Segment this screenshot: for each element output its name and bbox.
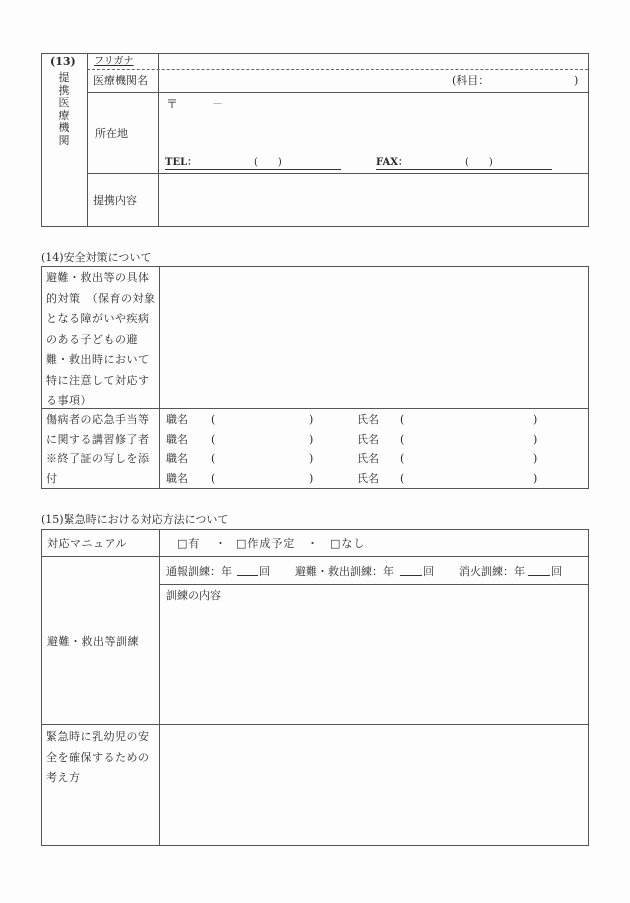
job-title-close-paren: ) — [309, 433, 314, 446]
job-title-input[interactable] — [218, 450, 306, 466]
fire-drill-unit: 回 — [551, 565, 562, 578]
tel-paren: ( ) — [254, 157, 282, 168]
partnership-content-input[interactable] — [160, 175, 587, 225]
manual-option-none[interactable]: □なし — [330, 537, 366, 550]
person-name-close-paren: ) — [533, 452, 538, 465]
person-name-label: 氏名 — [357, 413, 379, 426]
job-title-close-paren: ) — [309, 413, 314, 426]
postal-dash: － — [212, 97, 223, 110]
fire-drill-count-input[interactable] — [528, 565, 550, 576]
job-title-open-paren: ( — [211, 452, 216, 465]
section13-number: (13) — [50, 55, 76, 68]
person-name-label: 氏名 — [357, 452, 379, 465]
subject-label: (科目： — [452, 74, 490, 87]
furigana-divider — [87, 69, 588, 70]
section15-row-divider-2 — [41, 724, 589, 725]
partnership-content-label: 提携内容 — [93, 194, 137, 207]
child-safety-input[interactable] — [161, 726, 587, 844]
job-title-close-paren: ) — [309, 472, 314, 485]
person-name-open-paren: ( — [400, 413, 405, 426]
person-name-input[interactable] — [407, 431, 527, 447]
person-name-close-paren: ) — [533, 472, 538, 485]
evacuation-measures-input[interactable] — [161, 268, 587, 406]
manual-option-planned[interactable]: □作成予定 — [236, 537, 296, 550]
evacuation-drill-count-input[interactable] — [400, 565, 422, 576]
tel-underline — [165, 169, 341, 170]
drill-content-input[interactable] — [161, 603, 587, 722]
manual-option-yes[interactable]: □有 — [177, 537, 201, 550]
subject-close-paren: ) — [574, 74, 579, 87]
person-name-close-paren: ) — [533, 413, 538, 426]
fax-paren: ( ) — [465, 157, 493, 168]
fax-underline — [376, 169, 552, 170]
evacuation-drill-count-label: 避難・救出訓練：年 — [295, 565, 394, 578]
tel-label: TEL： — [165, 157, 198, 168]
job-title-open-paren: ( — [211, 413, 216, 426]
job-title-label: 職名 — [166, 452, 188, 465]
address-input[interactable] — [160, 112, 587, 152]
person-name-open-paren: ( — [400, 472, 405, 485]
fax-label: FAX： — [376, 157, 409, 168]
person-name-open-paren: ( — [400, 433, 405, 446]
subject-input[interactable] — [495, 71, 570, 91]
section13-title: 提携医療機関 — [58, 71, 70, 147]
medical-institution-name-label: 医療機関名 — [93, 74, 148, 87]
drill-content-label: 訓練の内容 — [166, 589, 221, 602]
job-title-label: 職名 — [166, 413, 188, 426]
report-drill-unit: 回 — [259, 565, 270, 578]
section13-col-divider-1 — [87, 53, 88, 227]
manual-separator: ・ — [307, 537, 318, 550]
address-label: 所在地 — [95, 127, 128, 140]
section15-col-divider — [159, 529, 160, 846]
job-title-input[interactable] — [218, 431, 306, 447]
person-name-input[interactable] — [407, 470, 527, 486]
job-title-close-paren: ) — [309, 452, 314, 465]
section13-col-divider-2 — [158, 53, 159, 227]
medical-institution-name-input[interactable] — [160, 71, 450, 91]
section15-row-divider-1 — [41, 556, 589, 557]
person-name-open-paren: ( — [400, 452, 405, 465]
job-title-input[interactable] — [218, 470, 306, 486]
child-safety-label: 緊急時に乳幼児の安全を確保するための考え方 — [46, 730, 150, 784]
section15-heading: (15)緊急時における対応方法について — [41, 513, 229, 526]
fire-drill-label: 消火訓練：年 — [459, 565, 525, 578]
section13-row-divider-2 — [87, 173, 588, 174]
postal-code-input[interactable] — [180, 95, 260, 109]
furigana-input[interactable] — [160, 54, 587, 68]
job-title-open-paren: ( — [211, 472, 216, 485]
evacuation-drill-label: 避難・救出等訓練 — [47, 635, 139, 648]
person-name-label: 氏名 — [357, 433, 379, 446]
section14-heading: (14)安全対策について — [41, 251, 152, 264]
report-drill-label: 通報訓練：年 — [166, 565, 232, 578]
section13-row-divider-1 — [87, 92, 588, 93]
job-title-label: 職名 — [166, 472, 188, 485]
postal-mark: 〒 — [166, 97, 179, 111]
manual-separator: ・ — [215, 537, 226, 550]
person-name-input[interactable] — [407, 450, 527, 466]
tel-input[interactable] — [195, 154, 340, 169]
section15-subrow-divider — [159, 584, 589, 585]
report-drill-count-input[interactable] — [237, 565, 258, 576]
furigana-label: フリガナ — [94, 56, 134, 67]
person-name-close-paren: ) — [533, 433, 538, 446]
job-title-label: 職名 — [166, 433, 188, 446]
job-title-input[interactable] — [218, 411, 306, 427]
evacuation-measures-label: 避難・救出等の具体的対策 （保育の対象となる障がいや疾病のある子どもの避難・救出時において特に注意して対応する事項） — [46, 271, 156, 407]
manual-label: 対応マニュアル — [47, 537, 128, 550]
evacuation-drill-unit: 回 — [423, 565, 434, 578]
fax-input[interactable] — [406, 154, 551, 169]
section14-col-divider — [159, 266, 160, 489]
job-title-open-paren: ( — [211, 433, 216, 446]
first-aid-training-label: 傷病者の応急手当等に関する講習修了者※終了証の写しを添付 — [46, 413, 150, 485]
person-name-input[interactable] — [407, 411, 527, 427]
person-name-label: 氏名 — [357, 472, 379, 485]
